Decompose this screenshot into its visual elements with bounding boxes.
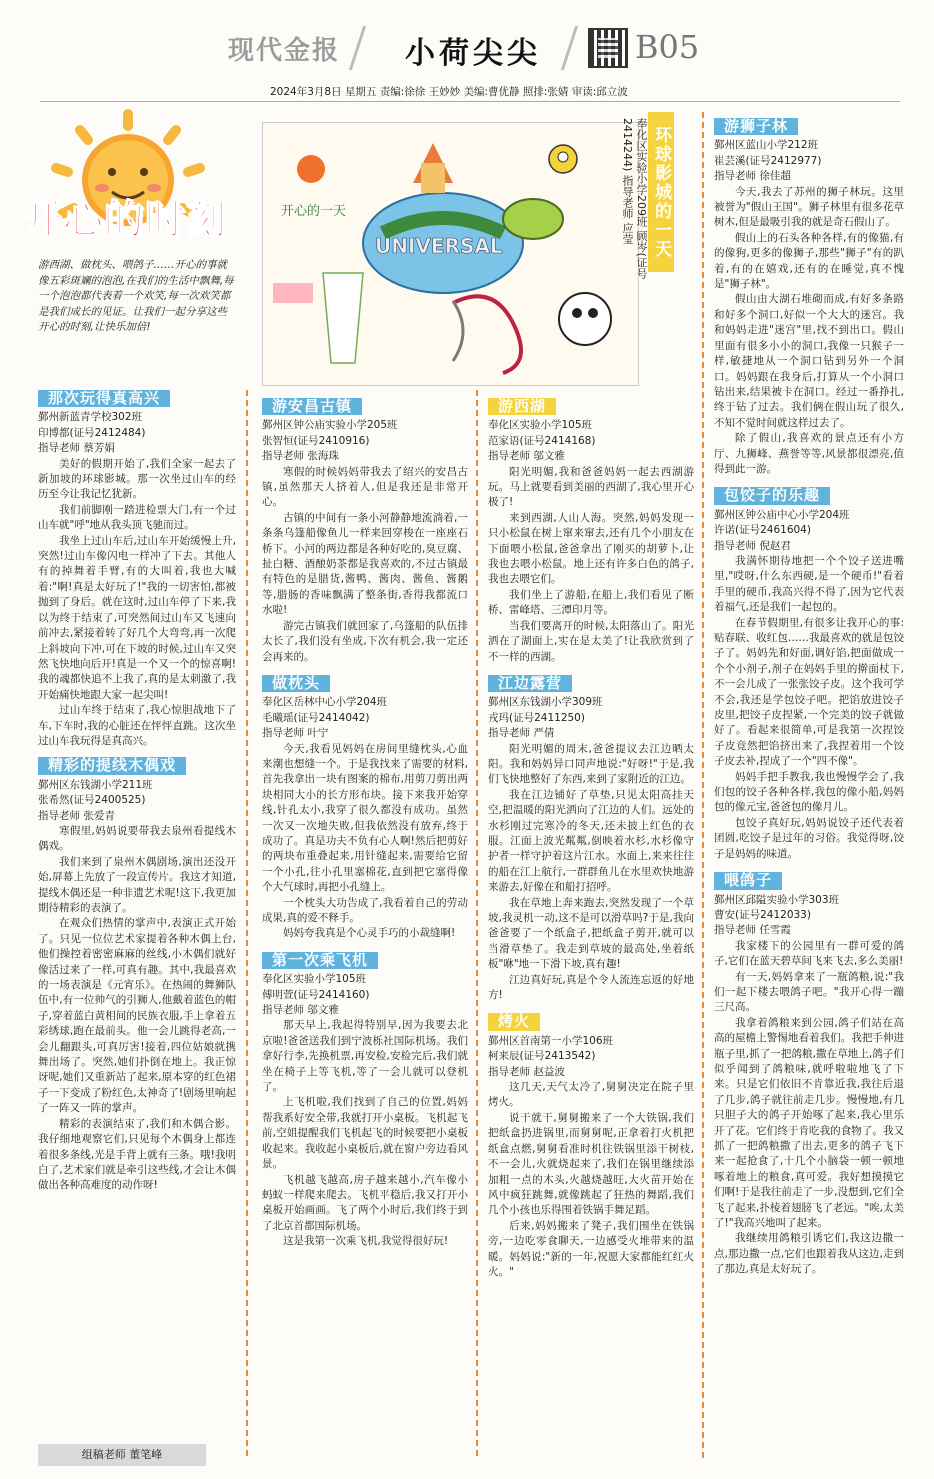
column-intro: 游西湖、做枕头、喂鸽子……开心的事就像五彩斑斓的泡泡,在我们的生活中飘舞,每一个泡泡都代表着一个欢笑,每一次欢笑都是我们成长的见证。让我们一起分享这些开心的时刻,让快乐加倍!: [38, 259, 234, 333]
article-school: 鄞州区钟公庙实验小学205班: [262, 419, 398, 432]
article-paragraph: 这是我第一次乘飞机,我觉得很好玩!: [283, 1235, 449, 1248]
article-paragraph: 一个枕头大功告成了,我看着自己的劳动成果,真的爱不释手。: [262, 896, 468, 924]
article: [714, 485, 904, 862]
paper-name: 现代金报: [228, 36, 341, 66]
header-divider: [561, 26, 578, 70]
article-school: 鄞州区钟公庙中心小学204班: [714, 508, 850, 521]
article-paragraph: 我家楼下的公园里有一群可爱的鸽子,它们在蓝天碧草间飞来飞去,多么美丽!: [714, 939, 904, 968]
article-author: 傅明萱(证号2414160): [262, 988, 370, 1001]
article: [714, 870, 904, 1278]
article-paragraph: 我满怀期待地把一个个饺子送进嘴里,"哎呀,什么东西硬,是一个硬币!"看着手里的硬币,我高兴得不得了,因为它代表着福气,还是我们一起包的。: [714, 554, 904, 614]
article-paragraph: 上飞机啦,我们找到了自己的位置,妈妈帮我系好安全带,我就打开小桌板。飞机起飞前,空姐提醒我们飞机起飞的时候要把小桌板收起来。我收起小桌板后,就在窗户旁边看风景。: [262, 1096, 468, 1171]
article-author: 毛曦瑶(证号2414042): [262, 711, 370, 724]
article-author: 曹安(证号2412033): [714, 908, 811, 921]
section-name: 小荷尖尖: [405, 36, 541, 71]
article: [488, 1011, 694, 1280]
article-title: 做枕头: [262, 675, 330, 692]
article-paragraph: 假山由大湖石堆砌而成,有好多条路和好多个洞口,好似一个大大的迷宫。我和妈妈走进"迷宫"里,找不到出口。假山里面有很多小小的洞口,我像一只猴子一样,敏捷地从一个洞口钻到另外一个洞口。妈妈跟在我身后,打算从一个小洞口钻出来,结果被卡在洞口。经过一番挣扎,终于钻了过去。我们俩在假山玩了很久,不知不觉时间就这样过去了。: [714, 293, 904, 429]
article-paragraph: 妈妈手把手教我,我也慢慢学会了,我们包的饺子各种各样,我包的像小船,妈妈包的像元宝,爸爸包的像月儿。: [714, 770, 904, 814]
article-paragraph: 今天,我去了苏州的狮子林玩。这里被誉为"假山王国"。狮子林里有很多花草树木,但是最吸引我的就是奇石假山了。: [714, 185, 904, 229]
article: [714, 116, 904, 477]
article-title: 烤火: [488, 1013, 540, 1030]
article-paragraph: 古镇的中间有一条小河静静地流淌着,一条条乌篷船像鱼儿一样来回穿梭在一座座石桥下。小河的两边都是各种好吃的,臭豆腐、扯白糖、酒酿奶茶都是我喜欢的,不过古镇最有特色的是腊货,酱鸭、酱肉、酱鱼、酱鹅等,腊肠的香味飘满了整条街,香得我都流口水啦!: [262, 511, 468, 617]
article-teacher: 指导老师 邬文雅: [262, 1004, 339, 1017]
article-school: 鄞州区东钱湖小学211班: [38, 778, 153, 791]
article-paragraph: 阳光明媚,我和爸爸妈妈一起去西湖游玩。马上就要看到美丽的西湖了,我心里开心极了!: [488, 465, 694, 509]
article-teacher: 指导老师 徐佳超: [714, 170, 791, 183]
article-title: 游狮子林: [714, 118, 798, 135]
article-author: 柯来辰(证号2413542): [488, 1050, 596, 1063]
column-title: 开心的时刻: [22, 197, 227, 243]
article-teacher: 指导老师 蔡芳娟: [38, 442, 115, 455]
article-paragraph: 寒假的时候妈妈带我去了绍兴的安昌古镇,虽然那天人挤着人,但是我还是非常开心。: [262, 465, 468, 509]
article-paragraph: 精彩的表演结束了,我们和木偶合影。我仔细地观察它们,只见每个木偶身上都连着很多条线,光是手背上就有三条。哦!我明白了,艺术家们就是牵引这些线,才会让木偶做出各种高难度的动作呀!: [38, 1117, 236, 1192]
drawing-label-happy: 开心的一天: [281, 204, 347, 219]
article-paragraph: 除了假山,我喜欢的景点还有小方厅、九狮峰、燕誉等等,风景都很漂亮,值得到此一游。: [714, 432, 904, 475]
article-title: 游西湖: [488, 398, 556, 415]
article-paragraph: 美好的假期开始了,我们全家一起去了新加坡的环球影城。那一次坐过山车的经历至今让我记忆犹新。: [38, 457, 236, 501]
article: [262, 673, 468, 942]
article-paragraph: 妈妈夸我真是个心灵手巧的小裁缝啊!: [283, 927, 456, 940]
article-paragraph: 今天,我看见妈妈在房间里缝枕头,心血来潮也想缝一个。于是我找来了需要的材料,首先我拿出一块有图案的棉布,用剪刀剪出两块相同大小的长方形布块。接下来我开始穿线,针孔太小,我穿了很久都没有成功。虽然一次又一次地失败,但我依然没有放弃,终于成功了。真是功夫不负有心人啊!然后把剪好的两块布重叠起来,用针缝起来,需要给它留一个小孔,往小孔里塞棉花,直到把它塞得像个大气球时,再把小孔缝上。: [262, 742, 468, 894]
article-paragraph: 包饺子真好玩,妈妈说饺子还代表着团圆,吃饺子是过年的习俗。我觉得呀,饺子是妈妈的味道。: [714, 816, 904, 860]
article-paragraph: 在观众们热情的掌声中,表演正式开始了。只见一位位艺术家提着各种木偶上台,他们操控着密密麻麻的丝线,小木偶们就好像活过来了一样,可真有趣。其中,我最喜欢的一场表演是《元宵乐》。在热闹的舞狮队伍中,有一位帅气的引狮人,他戴着蓝色的帽子,穿着蓝白黄相间的民族衣服,手上拿着五彩绣球,跑在最前头。他一会儿跳得老高,一会儿翻跟头,可真厉害!接着,四位姑娘就携舞出场了。突然,她们扑倒在地上。我正惊讶呢,她们又重新站了起来,原本穿的红色裙子一下变成了粉红色,太神奇了!剧场里响起了一阵又一阵的掌声。: [38, 917, 236, 1115]
column-1: [38, 388, 236, 1438]
article-paragraph: 我们前脚刚一踏进检票大门,有一个过山车就"呼"地从我头顶飞驰而过。: [38, 503, 236, 532]
article-paragraph: 我们坐上了游船,在船上,我们看见了断桥、雷峰塔、三潭印月等。: [488, 588, 694, 617]
article-teacher: 指导老师 张海珠: [262, 450, 339, 463]
column-separator: [476, 390, 478, 1460]
article-paragraph: 来到西湖,人山人海。突然,妈妈发现一只小松鼠在树上窜来窜去,还有几个小朋友在下面喂小松鼠,爸爸拿出了刚买的胡萝卜,让我也去喂小松鼠。地上还有许多白色的鸽子,我也去喂它们。: [488, 511, 694, 586]
article-teacher: 指导老师 张爱青: [38, 809, 115, 822]
article-school: 奉化区实验小学105班: [262, 973, 367, 986]
article-paragraph: 阳光明媚的周末,爸爸提议去江边晒太阳。我和妈妈异口同声地说:"好呀!"于是,我们飞快地整好了东西,来到了家附近的江边。: [488, 742, 694, 786]
article: [38, 388, 236, 749]
article-author: 张希然(证号2400525): [38, 794, 146, 807]
article-school: 鄞州区蓝山小学212班: [714, 139, 819, 152]
article-teacher: 指导老师 赵益波: [488, 1065, 565, 1078]
article-title: 精彩的提线木偶戏: [38, 757, 186, 774]
article-paragraph: 飞机越飞越高,房子越来越小,汽车像小蚂蚁一样爬来爬去。飞机平稳后,我又打开小桌板开始画画。飞了两个小时后,我们终于到了北京首都国际机场。: [262, 1173, 468, 1232]
drawing-illustration: [263, 123, 638, 385]
header-divider: [349, 26, 366, 70]
article: [262, 950, 468, 1250]
article-school: 奉化区实验小学105班: [488, 419, 593, 432]
article-author: 印博都(证号2412484): [38, 426, 146, 439]
article-title: 那次玩得真高兴: [38, 390, 170, 407]
article-author: 戎玛(证号2411250): [488, 711, 585, 724]
article-paragraph: 我们来到了泉州木偶剧场,演出还没开始,屏幕上先放了一段宣传片。我这才知道,提线木偶还是一种非遗艺术呢!这下,我更加期待精彩的表演了。: [38, 855, 236, 914]
article-paragraph: 寒假里,妈妈说要带我去泉州看提线木偶戏。: [38, 824, 236, 853]
article-teacher: 指导老师 倪赵君: [714, 539, 791, 552]
editor-credit: 组稿老师 董笔峰: [38, 1444, 206, 1466]
page-number: B05: [635, 28, 700, 66]
article-paragraph: 我坐上过山车后,过山车开始缓慢上升,突然!过山车像闪电一样冲了下去。其他人有的掉舞着手臂,有的大叫着,我也大喊着:"啊!真是太好玩了!"我的一切害怕,都被抛到了身后。就在这时,过山车停了下来,我以为终于结束了,可突然间过山车又飞速向前冲去,紧接着转了好几个大弯弯,再一次爬上斜坡向下冲,可在下坡的时候,过山车又突然飞快地向后开!真是一个又一个的惊喜啊!我的魂都快追不上我了,真的是太刺激了,我开始痛快地跟大家一起尖叫!: [38, 534, 236, 701]
article-title: 喂鸽子: [714, 872, 782, 889]
drawing-title: 环球影城的一天: [648, 112, 674, 272]
article-paragraph: 我在草地上奔来跑去,突然发现了一个草坡,我灵机一动,这不是可以滑草吗?于是,我向爸爸要了一个纸盒子,把纸盒子剪开,就可以当滑草垫了。我走到草坡的最高处,坐着纸板"咻"地一下滑下坡,真有趣!: [488, 896, 694, 971]
article-paragraph: 说干就干,舅舅搬来了一个大铁锅,我们把纸盒扔进锅里,而舅舅呢,正拿着打火机把纸盒点燃,舅舅看准时机往铁锅里添干树枝,不一会儿,火就烧起来了,我们在锅里继续添加粗一点的木头,火越烧越旺,大火苗开始在风中疯狂跳舞,就像跳起了狂热的舞蹈,我们几个小孩也乐得围着铁锅手舞足蹈。: [488, 1111, 694, 1217]
column-3: [488, 396, 694, 1466]
article-paragraph: 那天早上,我起得特别早,因为我要去北京啦!爸爸送我们到宁波栎社国际机场。我们拿好行李,先换机票,再安检,安检完后,我们就坐在椅子上等飞机,等了一会儿就可以登机了。: [262, 1019, 468, 1094]
column-4: [714, 116, 904, 1466]
article-author: 范家语(证号2414168): [488, 434, 596, 447]
article-paragraph: 江边真好玩,真是个令人流连忘返的好地方!: [488, 973, 694, 1002]
column-2: [262, 396, 468, 1466]
article-school: 鄞州区东钱湖小学309班: [488, 696, 603, 709]
children-drawing: [262, 122, 639, 386]
article-title: 第一次乘飞机: [262, 952, 378, 969]
article-title: 江边露营: [488, 675, 572, 692]
article-school: 奉化区岳林中心小学204班: [262, 696, 388, 709]
drawing-label-universal: UNIVERSAL: [375, 234, 503, 258]
article-school: 鄞州区邱隘实验小学303班: [714, 893, 840, 906]
article-paragraph: 我在江边铺好了草垫,只见太阳高挂天空,把温暖的阳光洒向了江边的人们。远处的水杉刚过完寒冷的冬天,还未披上红色的衣服。江面上波光粼粼,倒映着水杉,水杉像守护者一样守护着这片江水。水面上,来来往往的船在江上航行,一群群鱼儿在水里欢快地游来游去,好像在和船打招呼。: [488, 788, 694, 894]
article: [488, 673, 694, 1004]
article-author: 张智恒(证号2410916): [262, 434, 370, 447]
article-paragraph: 后来,妈妈搬来了凳子,我们围坐在铁锅旁,一边吃零食聊天,一边感受火堆带来的温暖。妈妈说:"新的一年,祝愿大家都能红红火火。": [488, 1219, 694, 1278]
article-teacher: 指导老师 任雪霞: [714, 924, 791, 937]
article-teacher: 指导老师 邬文雅: [488, 450, 565, 463]
article-author: 崔芸溪(证号2412977): [714, 154, 822, 167]
article-paragraph: 假山上的石头各种各样,有的像猫,有的像狗,更多的像狮子,那些"狮子"有的趴着,有的在嬉戏,还有的在睡觉,真不愧是"狮子林"。: [714, 231, 904, 291]
article-paragraph: 我继续用鸽粮引诱它们,我这边撒一点,那边撒一点,它们也跟着我从这边,走到了那边,真是太好玩了。: [714, 1232, 904, 1276]
article-school: 鄞州新蓝青学校302班: [38, 411, 143, 424]
article-teacher: 指导老师 叶宁: [262, 727, 329, 740]
article-title: 包饺子的乐趣: [714, 487, 830, 504]
article-paragraph: 有一天,妈妈拿来了一瓶鸽粮,说:"我们一起下楼去喂鸽子吧。"我开心得一蹦三尺高。: [714, 970, 904, 1014]
article-paragraph: 过山车终于结束了,我心惊胆战地下了车,下车时,我的心脏还在怦怦直跳。这次坐过山车我玩得是真高兴。: [38, 704, 236, 747]
header-rule: [40, 101, 900, 102]
issue-meta: 2024年3月8日 星期五 责编:徐徐 王妙妙 美编:曹优静 照排:张婧 审读:邱立波: [270, 86, 628, 98]
column-separator: [246, 390, 248, 1460]
article-title: 游安昌古镇: [262, 398, 362, 415]
article-author: 许诺(证号2461604): [714, 524, 811, 537]
qr-code-icon[interactable]: [588, 28, 628, 68]
article-paragraph: 游完古镇我们就回家了,乌篷船的队伍排太长了,我们没有坐成,下次有机会,我一定还会再来的。: [262, 619, 468, 663]
column-separator: [702, 112, 704, 1462]
article: [488, 396, 694, 665]
article-paragraph: 这几天,天气太冷了,舅舅决定在院子里烤火。: [488, 1081, 694, 1109]
article-paragraph: 我拿着鸽粮来到公园,鸽子们站在高高的屋檐上警惕地看着我们。我把手伸进瓶子里,抓了一把鸽粮,撒在草地上,鸽子们似乎闻到了鸽粮味,就呼啦啦地飞了下来。只是它们依旧不肯靠近我,我往后退了几步,鸽子就往前走几步。慢慢地,有几只胆子大的鸽子开始啄了起来,我心里乐开了花。它们终于肯吃我的食物了。我又抓了一把鸽粮撒了出去,更多的鸽子飞下来一起抢食了,十几个小脑袋一顿一顿地啄着地上的粮食,真可爱。我好想摸摸它们啊!于是我往前走了一步,没想到,它们全飞了起来,扑棱着翅膀飞了老远。"唉,太美了!"我高兴地叫了起来。: [714, 1016, 904, 1230]
article: [38, 755, 236, 1193]
article-paragraph: 在春节假期里,有很多让我开心的事:贴春联、收红包……我最喜欢的就是包饺子了。妈妈先和好面,调好馅,把面做成一个个小剂子,剂子在妈妈手里的擀面杖下,不一会儿成了一张张饺子皮。这个我可学不会,我还是学包饺子吧。把馅放进饺子皮里,把饺子皮捏紧,一个完美的饺子就做好了。看起来很简单,可是我第一次捏饺子皮竟然把馅挤出来了,我捏着用一个饺子皮去补,捏成了一个"四不像"。: [714, 616, 904, 768]
article-paragraph: 当我们要离开的时候,太阳落山了。阳光洒在了湖面上,实在是太美了!让我欣赏到了不一样的西湖。: [488, 619, 694, 663]
drawing-caption: 奉化区实验小学209班 顾岑(证号2414244) 指导老师 应莹: [621, 118, 648, 279]
article-teacher: 指导老师 严倩: [488, 727, 555, 740]
article-school: 鄞州区首南第一小学106班: [488, 1034, 614, 1047]
article: [262, 396, 468, 665]
